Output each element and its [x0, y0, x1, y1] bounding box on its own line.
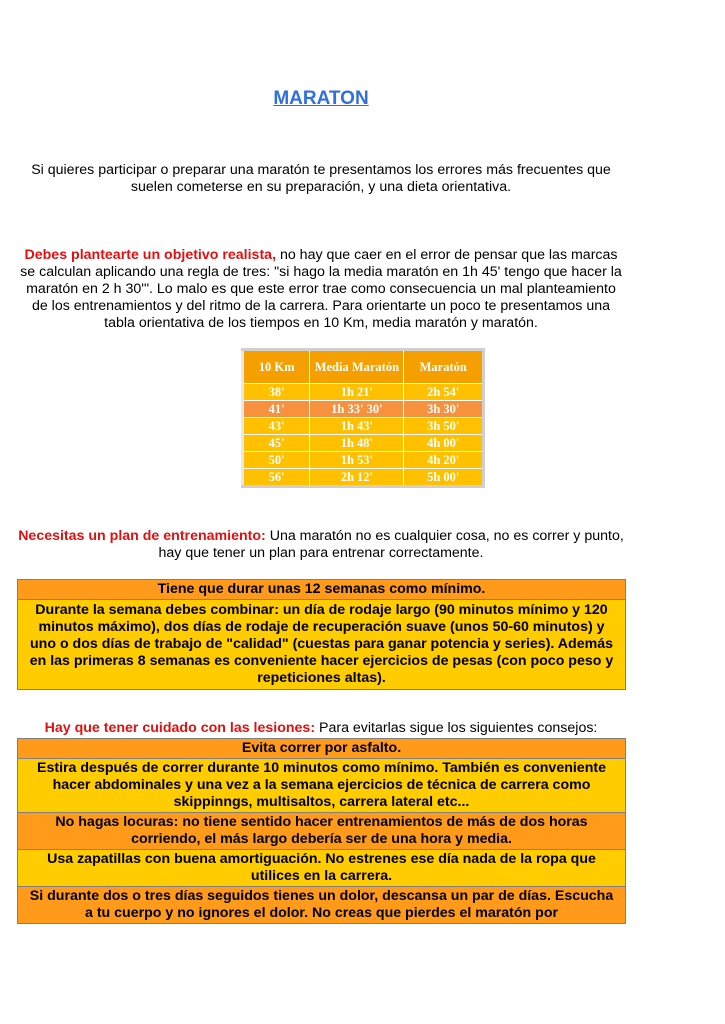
cell-10km: 38': [243, 384, 310, 401]
table-row: [18, 813, 626, 850]
plan-text: Una maratón no es cualquier cosa, no es correr y punto, hay que tener un plan para entrenar correctamente.: [158, 528, 624, 561]
cell-maraton: 4h 00': [404, 435, 484, 452]
table-row: [18, 580, 626, 600]
objective-paragraph: [18, 247, 624, 332]
objective-highlight: Debes plantearte un objetivo realista,: [24, 247, 277, 263]
cell-maraton: 2h 54': [404, 384, 484, 401]
table-row: [18, 600, 626, 690]
cell-maraton: 4h 20': [404, 452, 484, 469]
injuries-table: [17, 738, 626, 924]
page-title: MARATON: [273, 88, 369, 109]
header-media-maraton: Media Maratón: [310, 350, 404, 384]
cell-media: 1h 48': [310, 435, 404, 452]
tip-stretch-cell: Estira después de correr durante 10 minutos como mínimo. También es conveniente hacer abdominales y una vez a la semana ejercicios de técnica de carrera como skippinngs, multisaltos, carrera lateral etc...: [18, 759, 626, 813]
header-maraton: Maratón: [404, 350, 484, 384]
injuries-paragraph: [18, 720, 624, 737]
times-table: [241, 348, 485, 488]
tip-asphalt-cell: Evita correr por asfalto.: [18, 739, 626, 759]
table-row: [18, 759, 626, 813]
plan-table: [17, 579, 626, 690]
times-header-row: [243, 350, 484, 384]
cell-maraton: 3h 50': [404, 418, 484, 435]
table-row: [243, 401, 484, 418]
cell-media: 1h 53': [310, 452, 404, 469]
table-row: [18, 739, 626, 759]
cell-maraton: 3h 30': [404, 401, 484, 418]
table-row: [243, 435, 484, 452]
plan-paragraph: [18, 528, 624, 562]
tip-shoes-cell: Usa zapatillas con buena amortiguación. No estrenes ese día nada de la ropa que utilices en la carrera.: [18, 850, 626, 887]
table-row: [243, 469, 484, 487]
cell-media: 2h 12': [310, 469, 404, 487]
intro-paragraph: Si quieres participar o preparar una maratón te presentamos los errores más frecuentes que suelen cometerse en su preparación, y una dieta orientativa.: [31, 162, 611, 195]
table-row: [243, 384, 484, 401]
cell-maraton: 5h 00': [404, 469, 484, 487]
plan-duration-cell: Tiene que durar unas 12 semanas como mínimo.: [18, 580, 626, 600]
cell-10km: 43': [243, 418, 310, 435]
cell-10km: 56': [243, 469, 310, 487]
tip-no-excess-cell: No hagas locuras: no tiene sentido hacer entrenamientos de más de dos horas corriendo, el más largo debería ser de una hora y media.: [18, 813, 626, 850]
cell-media: 1h 21': [310, 384, 404, 401]
table-row: [18, 850, 626, 887]
cell-10km: 50': [243, 452, 310, 469]
plan-highlight: Necesitas un plan de entrenamiento:: [18, 528, 266, 544]
plan-weekly-cell: Durante la semana debes combinar: un día de rodaje largo (90 minutos mínimo y 120 minutos máximo), dos días de rodaje de recuperación suave (unos 50-60 minutos) y uno o dos días de trabajo de "calidad" (cuestas para ganar potencia y series). Además en las primeras 8 semanas es conveniente hacer ejercicios de pesas (con poco peso y repeticiones altas).: [18, 600, 626, 690]
header-10km: 10 Km: [243, 350, 310, 384]
injuries-text: Para evitarlas sigue los siguientes consejos:: [315, 720, 598, 736]
table-row: [18, 887, 626, 924]
cell-10km: 41': [243, 401, 310, 418]
cell-10km: 45': [243, 435, 310, 452]
tip-pain-cell: Si durante dos o tres días seguidos tienes un dolor, descansa un par de días. Escucha a tu cuerpo y no ignores el dolor. No creas que pierdes el maratón por: [18, 887, 626, 924]
injuries-highlight: Hay que tener cuidado con las lesiones:: [44, 720, 316, 736]
table-row: [243, 452, 484, 469]
cell-media: 1h 43': [310, 418, 404, 435]
objective-text: no hay que caer en el error de pensar que las marcas se calculan aplicando una regla de tres: "si hago la media maratón en 1h 45' tengo que hacer la maratón en 2 h 30'". Lo malo es que este error trae como consecuencia un mal planteamiento de los entrenamientos y del ritmo de la carrera. Para orientarte un poco te presentamos una tabla orientativa de los tiempos en 10 Km, media maratón y maratón.: [20, 247, 622, 331]
cell-media: 1h 33' 30': [310, 401, 404, 418]
table-row: [243, 418, 484, 435]
